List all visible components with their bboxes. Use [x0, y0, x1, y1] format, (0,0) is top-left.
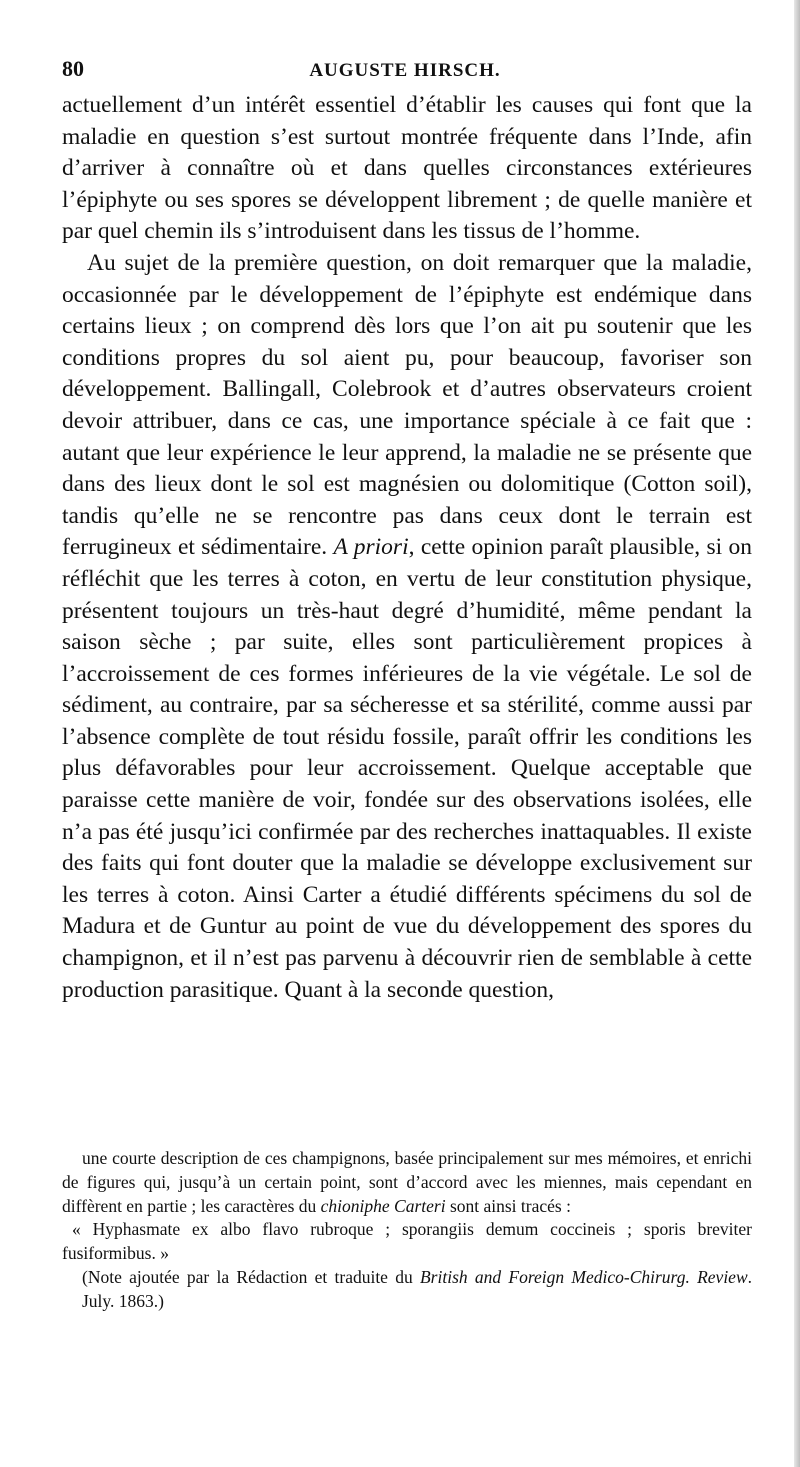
scan-edge	[794, 0, 800, 1467]
body-text	[62, 90, 752, 1006]
footnote-text	[62, 1147, 752, 1218]
page-number: 80	[62, 56, 84, 81]
paragraph-2-text-start: Au sujet de la première question, on doit remarquer que la maladie, occasionnée par le développement de l’épiphyte est endémique dans certains lieux ; on comprend dès lors que l’on ait pu soutenir que les conditions propres du sol aient pu, pour beaucoup, favoriser son développement. Ballingall, Colebrook et d’autres observateurs croient devoir attribuer, dans ce cas, une importance spéciale à ce fait que : autant que leur expérience le leur apprend, la maladie ne se présente que dans des lieux dont le sol est magnésien ou dolomitique (Cotton soil), tandis qu’elle ne se rencontre pas dans ceux dont le terrain est ferrugineux et sédimentaire.	[62, 249, 752, 561]
paragraph-1	[62, 90, 752, 248]
journal-title: British and Foreign Medico-Chirurg. Review	[419, 1266, 748, 1287]
paragraph-2-text-end: , cette opinion paraît plausible, si on réfléchit que les terres à coton, en vertu de leur constitution physique, présentent toujours un très-haut degré d’humidité, même pendant la saison sèche ; par suite, elles sont particulièrement propices à l’accroissement de ces formes inférieures de la vie végétale. Le sol de sédiment, au contraire, par sa sécheresse et sa stérilité, comme aussi par l’absence complète de tout résidu fossile, paraît offrir les conditions les plus défavorables pour leur accroissement. Quelque acceptable que paraisse cette manière de voir, fondée sur des observations isolées, elle n’a pas été jusqu’ici confirmée par des recherches inattaquables. Il existe des faits qui font douter que la maladie se développe exclusivement sur les terres à coton. Ainsi Carter a étudié différents spécimens du sol de Madura et de Guntur au point de vue du développement des spores du champignon, et il n’est pas parvenu à découvrir rien de semblable à cette production parasitique. Quant à la seconde question,	[62, 534, 752, 1003]
latin-description: « Hyphasmate ex albo flavo rubroque ; sporangiis demum coccineis ; sporis breviter fusiformibus. »	[62, 1219, 752, 1264]
editorial-note-start: (Note ajoutée par la Rédaction et traduite du	[82, 1266, 420, 1287]
page-header	[62, 50, 748, 90]
paragraph-2	[62, 248, 752, 1006]
footnote-text-start: une courte description de ces champignons, basée principalement sur mes mémoires, et enrichi de figures qui, jusqu’à un certain point, sont d’accord avec les miennes, mais cependant en diffèrent en partie ; les caractères du	[62, 1148, 752, 1216]
species-name: chioniphe Carteri	[320, 1195, 446, 1216]
footnote-text-end: sont ainsi tracés :	[445, 1195, 571, 1216]
editorial-note	[62, 1266, 752, 1314]
editorial-note-end: . July. 1863.)	[82, 1266, 752, 1311]
a-priori-phrase: A priori	[333, 534, 409, 561]
paragraph-1-text: actuellement d’un intérêt essentiel d’établir les causes qui font que la maladie en question s’est surtout montrée fréquente dans l’Inde, afin d’arriver à connaître où et dans quelles circonstances extérieures l’épiphyte ou ses spores se développent librement ; de quelle manière et par quel chemin ils s’introduisent dans les tissus de l’homme.	[62, 92, 752, 245]
footnote	[62, 1147, 752, 1314]
running-head: AUGUSTE HIRSCH.	[309, 60, 501, 81]
